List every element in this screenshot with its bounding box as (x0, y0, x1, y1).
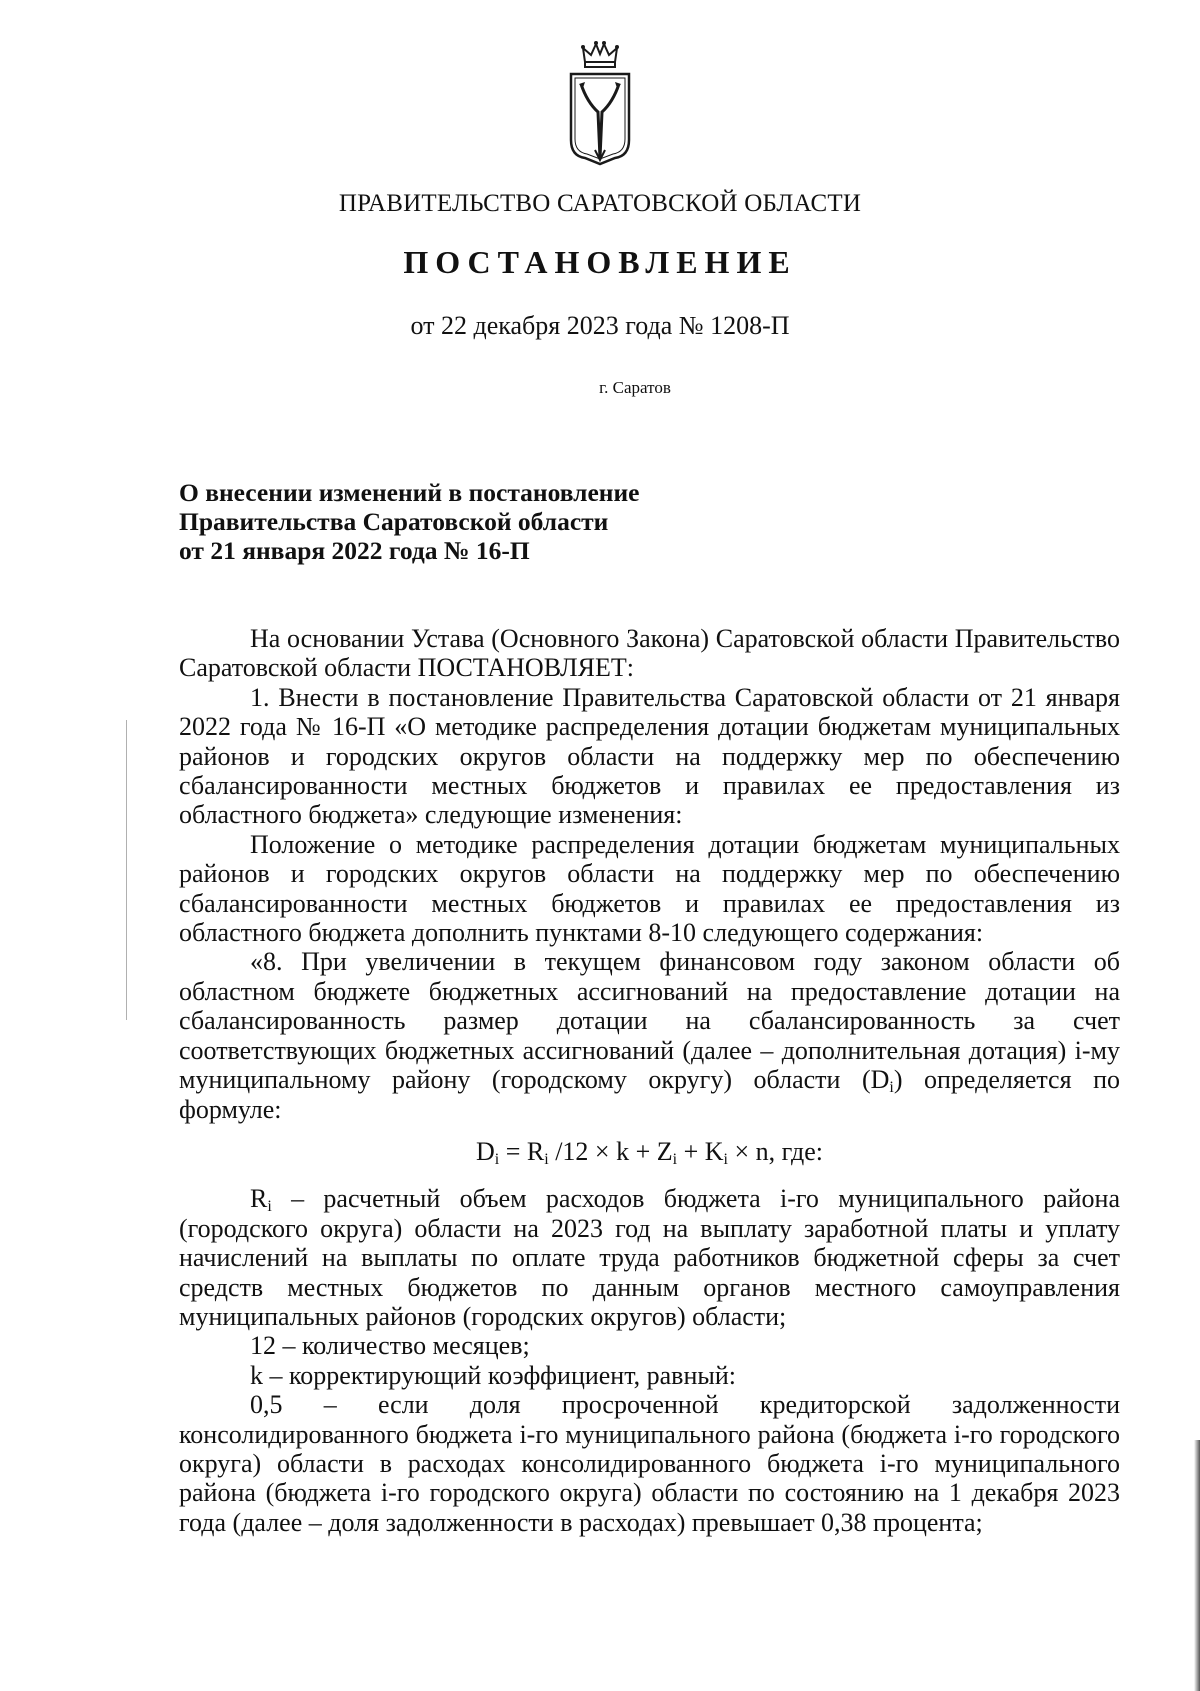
heading-line-1: О внесении изменений в постановление (179, 478, 640, 507)
r-symbol: R (250, 1184, 268, 1214)
document-date-number: от 22 декабря 2023 года № 1208-П (410, 311, 790, 340)
paragraph-item-8 (179, 947, 1120, 1123)
paragraph-months: 12 – количество месяцев; (250, 1331, 530, 1361)
item-8-text: «8. При увеличении в текущем финансовом году законом области об областном бюджете бюджетных ассигнований на предоставление дотации на сбалансированность размер дотации на сбалансированность за счет соответствующих бюджетных ассигнований (далее – дополнительная дотация) i-му муниципальному району (городскому округу) области (D (179, 947, 1120, 1095)
heading-line-2: Правительства Саратовской области (179, 507, 609, 536)
formula-sub-3: i (672, 1150, 678, 1168)
formula-tail: × n, где: (727, 1136, 824, 1166)
formula (179, 1137, 1120, 1166)
paragraph-regulation: Положение о методике распределения дотации бюджетам муниципальных районов и городских округов области на поддержку мер по обеспечению сбалансированности местных бюджетов и правилах ее предоставления из областного бюджета дополнить пунктами 8-10 следующего содержания: (179, 829, 1120, 948)
paragraph-item-1: 1. Внести в постановление Правительства Саратовской области от 21 января 2022 года № 16-П «О методике распределения дотации бюджетам муниципальных районов и городских округов области на поддержку мер по обеспечению сбалансированности местных бюджетов и правилах ее предоставления из областного бюджета» следующие изменения: (179, 682, 1120, 830)
item-8-subscript: i (889, 1079, 894, 1097)
item-8-text-end: ) определяется по формуле: (179, 1065, 1120, 1124)
heading-line-3: от 21 января 2022 года № 16-П (179, 536, 530, 565)
document-heading (179, 478, 640, 565)
coat-of-arms-icon (565, 40, 635, 170)
scan-edge-shadow (1194, 1440, 1200, 1691)
paragraph-coefficient-05: 0,5 – если доля просроченной кредиторской задолженности консолидированного бюджета i-го муниципального района (бюджета i-го городского округа) области в расходах консолидированного бюджета i-го муниципального района (бюджета i-го городского округа) области по состоянию на 1 декабря 2023 года (далее – доля задолженности в расходах) превышает 0,38 процента; (179, 1390, 1120, 1537)
paragraph-k: k – корректирующий коэффициент, равный: (250, 1360, 736, 1390)
formula-plus-k: + K (677, 1136, 724, 1166)
r-definition-text: – расчетный объем расходов бюджета i-го муниципального района (городского округа) области на 2023 год на выплату заработной платы и уплату начислений на выплаты по оплате труда работников бюджетной сферы за счет средств местных бюджетов по данным органов местного самоуправления муниципальных районов (городских округов) области; (179, 1184, 1120, 1331)
document-body (179, 624, 1120, 1537)
formula-div-k-z: /12 × k + Z (548, 1136, 673, 1166)
document-type: ПОСТАНОВЛЕНИЕ (403, 244, 797, 280)
scan-margin-line (126, 720, 127, 1020)
formula-d: D (475, 1136, 495, 1166)
formula-eq-r: = R (499, 1136, 545, 1166)
paragraph-r-definition (179, 1184, 1120, 1331)
formula-sub-4: i (723, 1150, 728, 1168)
paragraph-basis: На основании Устава (Основного Закона) Саратовской области Правительство Саратовской области ПОСТАНОВЛЯЕТ: (179, 624, 1120, 683)
r-subscript: i (267, 1198, 272, 1216)
formula-sub-1: i (494, 1150, 500, 1168)
formula-sub-2: i (544, 1150, 549, 1168)
document-city: г. Саратов (599, 378, 671, 397)
government-name: ПРАВИТЕЛЬСТВО САРАТОВСКОЙ ОБЛАСТИ (338, 190, 862, 217)
